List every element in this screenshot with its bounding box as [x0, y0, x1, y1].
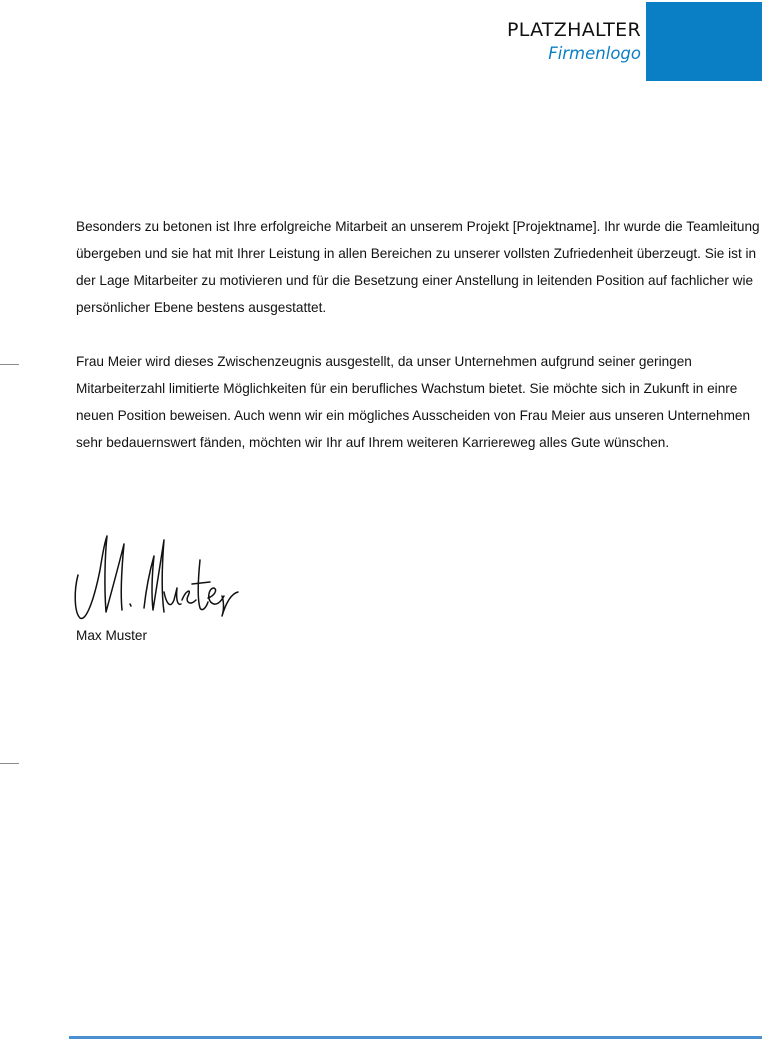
paragraph-reason: Frau Meier wird dieses Zwischenzeugnis ausgestellt, da unser Unternehmen aufgrund seiner geringen Mitarbeiterzahl limitierte Möglichkeiten für ein berufliches Wachstum bietet. Sie möchte sich in Zukunft in einre neuen Position beweisen. Auch wenn wir ein mögliches Ausscheiden von Frau Meier aus unseren Unternehmen sehr bedauernswert fänden, möchten wir Ihr auf Ihrem weiteren Karriereweg alles Gute wünschen. [76, 354, 751, 450]
logo-title: PLATZHALTER [507, 19, 641, 41]
signature [72, 530, 242, 625]
logo-subtitle: Firmenlogo [548, 44, 641, 63]
fold-mark-bottom [0, 763, 19, 764]
logo-block [646, 2, 762, 81]
paragraph-project: Besonders zu betonen ist Ihre erfolgreiche Mitarbeit an unserem Projekt [Projektname]. Ihr wurde die Teamleitung übergeben und sie hat mit Ihrer Leistung in allen Bereichen zu unserer vollsten Zufriedenheit überzeugt. Sie ist in der Lage Mitarbeiter zu motivieren und für die Besetzung einer Anstellung in leitenden Position auf fachlicher wie persönlicher Ebene bestens ausgestattet. [76, 219, 760, 315]
signer-name: Max Muster [76, 628, 148, 643]
fold-mark-top [0, 364, 19, 365]
footer-rule [69, 1036, 762, 1039]
